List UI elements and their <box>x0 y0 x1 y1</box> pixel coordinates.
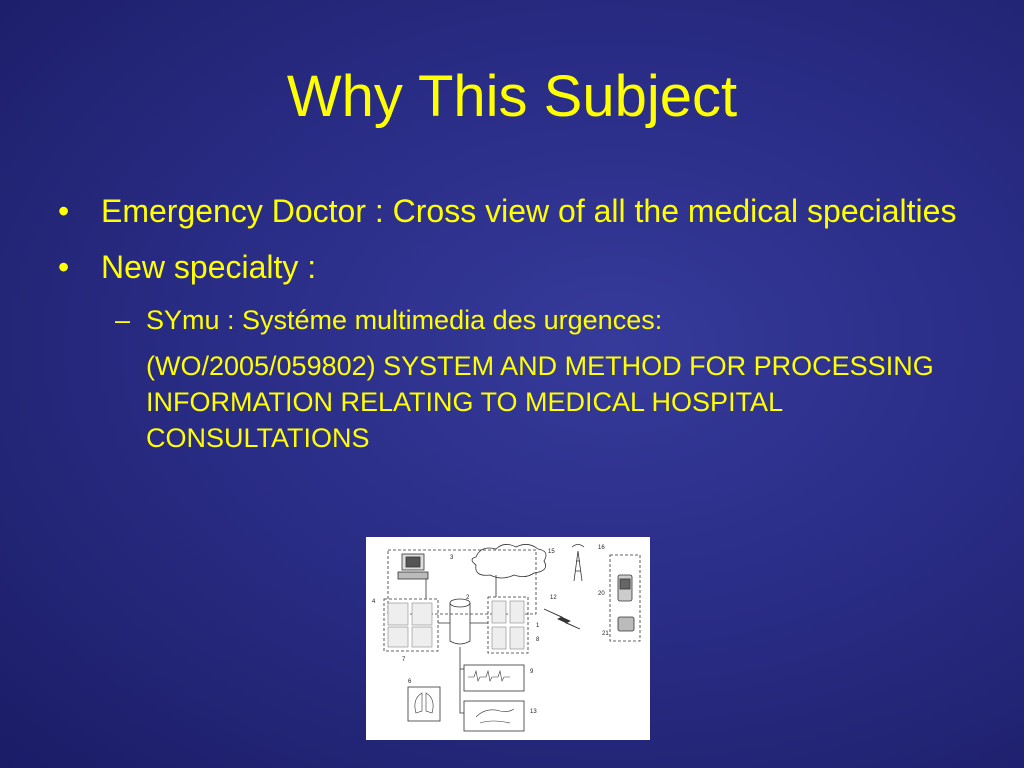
figure-label-8: 8 <box>536 637 540 643</box>
network-cloud-icon <box>472 544 546 578</box>
figure-label-4: 4 <box>372 599 376 605</box>
bullet-text: Emergency Doctor : Cross view of all the medical specialties <box>101 193 957 229</box>
bullet-item-new-specialty <box>58 246 958 288</box>
wireless-link-icon <box>544 609 580 629</box>
hand-scan-frame <box>464 701 524 731</box>
figure-label-13: 13 <box>530 709 537 715</box>
figure-label-1: 1 <box>536 623 540 629</box>
database-cylinder-icon <box>450 599 470 644</box>
bullet-list <box>58 190 958 456</box>
figure-label-15: 15 <box>548 549 555 555</box>
figure-label-16: 16 <box>598 545 605 551</box>
ecg-monitor-frame <box>464 665 524 691</box>
figure-label-2: 2 <box>466 595 470 601</box>
sub-bullet-marker: – <box>115 305 131 335</box>
pager-icon <box>618 617 634 631</box>
slide-title: Why This Subject <box>286 64 738 129</box>
figure-label-6: 6 <box>408 679 412 685</box>
sub-bullet-text: SYmu : Systéme multimedia des urgences: <box>146 305 663 335</box>
sub-bullet-symu <box>58 302 958 338</box>
figure-label-7: 7 <box>402 657 406 663</box>
mobile-phone-icon <box>618 575 632 601</box>
chest-xray-frame <box>408 687 440 721</box>
computer-icon <box>398 554 428 579</box>
bullet-item-emergency-doctor <box>58 190 958 232</box>
bullet-marker: • <box>58 193 70 229</box>
patent-diagram-figure <box>366 537 650 740</box>
figure-label-21: 21 <box>602 631 609 637</box>
bullet-text: New specialty : <box>101 249 317 285</box>
figure-label-3: 3 <box>450 555 454 561</box>
figure-label-12: 12 <box>550 595 557 601</box>
figure-label-20: 20 <box>598 591 605 597</box>
antenna-tower-icon <box>572 545 584 582</box>
bullet-marker: • <box>58 249 70 285</box>
figure-label-9: 9 <box>530 669 534 675</box>
patent-reference-text: (WO/2005/059802) SYSTEM AND METHOD FOR PROCESSING INFORMATION RELATING TO MEDICAL HOSPITAL CONSULTATIONS <box>146 351 934 453</box>
